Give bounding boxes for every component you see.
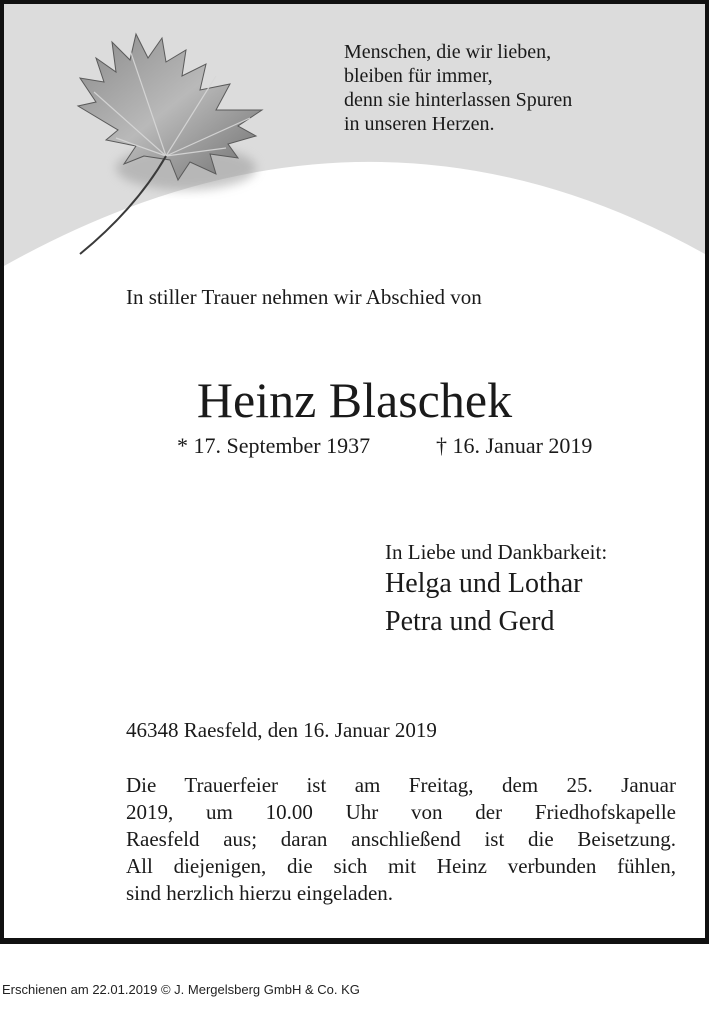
quote-line: in unseren Herzen. bbox=[344, 113, 495, 135]
deceased-name: Heinz Blaschek bbox=[196, 372, 513, 428]
mourners-heading: In Liebe und Dankbarkeit: bbox=[385, 540, 608, 564]
publication-footer: Erschienen am 22.01.2019 © J. Mergelsberg GmbH & Co. KG bbox=[2, 982, 360, 997]
ceremony-line: 2019, um 10.00 Uhr von der Friedhofskapelle bbox=[126, 800, 676, 824]
birth-date: * 17. September 1937 bbox=[177, 433, 371, 458]
ceremony-details bbox=[126, 772, 676, 907]
quote-line: Menschen, die wir lieben, bbox=[344, 41, 552, 63]
death-date: † 16. Januar 2019 bbox=[436, 433, 593, 458]
mourner-name: Petra und Gerd bbox=[385, 606, 555, 637]
ceremony-line: Raesfeld aus; daran anschließend ist die Beisetzung. bbox=[126, 827, 676, 851]
ceremony-line: sind herzlich hierzu eingeladen. bbox=[126, 881, 394, 905]
mourner-name: Helga und Lothar bbox=[385, 568, 583, 599]
quote-line: denn sie hinterlassen Spuren bbox=[344, 89, 573, 111]
ceremony-line: All diejenigen, die sich mit Heinz verbunden fühlen, bbox=[126, 854, 676, 878]
quote-line: bleiben für immer, bbox=[344, 65, 493, 87]
mourners-block bbox=[385, 539, 607, 641]
maple-leaf-icon bbox=[66, 28, 276, 258]
place-and-date: 46348 Raesfeld, den 16. Januar 2019 bbox=[126, 718, 437, 742]
farewell-intro: In stiller Trauer nehmen wir Abschied von bbox=[126, 285, 482, 309]
memorial-quote bbox=[344, 40, 572, 136]
ceremony-line: Die Trauerfeier ist am Freitag, dem 25. Januar bbox=[126, 773, 676, 797]
